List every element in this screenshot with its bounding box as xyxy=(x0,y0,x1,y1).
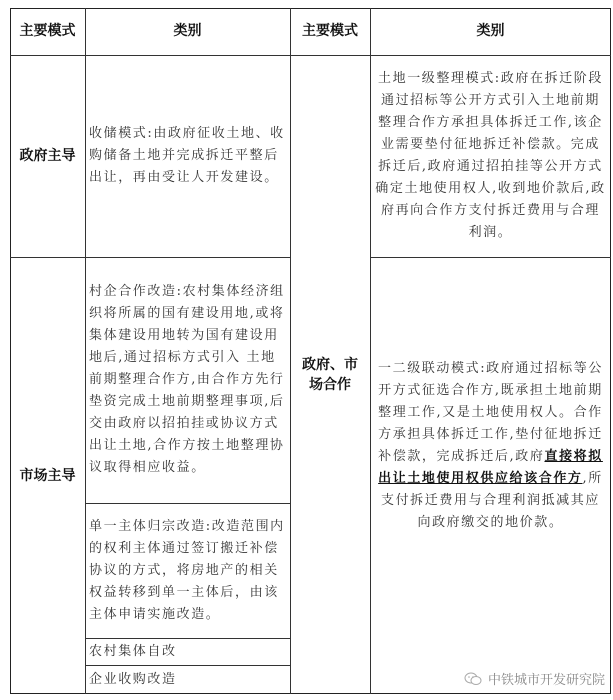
mode-market-led xyxy=(10,257,85,694)
mode-government-led xyxy=(10,55,85,257)
pattern-table xyxy=(10,8,611,694)
category-village-enterprise xyxy=(85,257,290,503)
category-primary-land-development xyxy=(370,55,611,257)
header-label: 类别 xyxy=(476,23,505,39)
category-text: 村企合作改造:农村集体经济组织将所属的国有建设用地,或将集体建设用地转为国有建设用地后,通过招标方式引入 土地前期整理合作方,由合作方先行垫资完成土地前期整理事项,后交由政府以招拍挂或协议方式出让土地,合作方按土地整理协议取得相应收益。 xyxy=(89,284,285,475)
header-category-right xyxy=(370,8,611,55)
wechat-icon xyxy=(464,672,482,686)
header-main-mode-right xyxy=(290,8,370,55)
category-single-entity xyxy=(85,503,290,638)
category-text-after: ,所支付拆迁费用与合理利润抵减其应向政府缴交的地价款。 xyxy=(380,470,603,530)
category-linked-development xyxy=(370,257,611,694)
category-storage-mode xyxy=(85,55,290,257)
header-label: 主要模式 xyxy=(19,23,76,39)
category-text: 企业收购改造 xyxy=(89,671,177,687)
header-label: 类别 xyxy=(173,23,202,39)
category-text: 土地一级整理模式:政府在拆迁阶段通过招标等公开方式引入土地前期整理合作方承担具体拆迁工作,该企业需要垫付征地拆迁补偿款。完成拆迁后,政府通过招拍挂等公开方式确定土地使用权人,收到地价款后,政府再向合作方支付拆迁费用与合理利润。 xyxy=(375,71,606,240)
header-main-mode-left xyxy=(10,8,85,55)
category-collective-self xyxy=(85,638,290,665)
category-text xyxy=(374,358,607,534)
watermark-text: 中铁城市开发研究院 xyxy=(487,673,605,688)
header-label: 主要模式 xyxy=(302,23,358,39)
category-text-emphasis: 直接将拟出让土地使用权供应给该合作方 xyxy=(378,448,603,486)
header-category-left xyxy=(85,8,290,55)
category-text: 单一主体归宗改造:改造范围内的权利主体通过签订搬迁补偿协议的方式，将房地产的相关权益转移到单一主体后，由该主体申请实施改造。 xyxy=(89,518,285,622)
mode-label: 市场主导 xyxy=(19,467,76,484)
category-enterprise-acquisition xyxy=(85,665,290,694)
watermark xyxy=(464,669,605,688)
category-text: 农村集体自改 xyxy=(89,643,177,659)
mode-label: 政府主导 xyxy=(19,148,76,164)
mode-label: 政府、市场合作 xyxy=(302,356,358,393)
mode-gov-market-cooperation xyxy=(290,55,370,694)
category-text: 收储模式:由政府征收土地、收购储备土地并完成拆迁平整后出让，再由受让人开发建设。 xyxy=(89,126,285,185)
category-text-before: 一二级联动模式:政府通过招标等公开方式征选合作方,既承担土地前期整理工作,又是土地使用权人。合作方承担具体拆迁工作,垫付征地拆迁补偿款，完成拆迁后,政府 xyxy=(378,360,603,464)
